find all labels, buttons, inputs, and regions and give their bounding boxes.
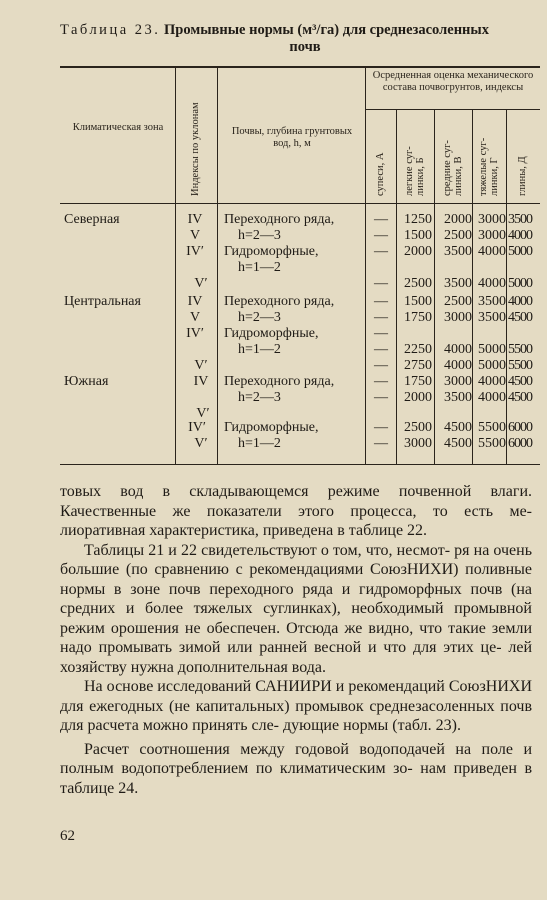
header-zone: Климатическая зона (72, 122, 164, 133)
table-row: V′ — 2500 3500 4000 5000 (194, 276, 532, 291)
body-text (60, 482, 532, 798)
table-row: h=1—2 (238, 260, 281, 275)
table-row: V′ — 2750 4000 5000 5500 (194, 358, 532, 373)
header-col-b: легкие суг- линки, Б (404, 146, 426, 196)
header-bottom-rule (60, 203, 540, 204)
table-title: Промывные нормы (м³/га) для среднезасоленных (164, 22, 489, 38)
table-row: h=1—2 — 2250 4000 5000 5500 (238, 342, 532, 357)
paragraph-1: товых вод в складывающемся режиме почвенной влаги. Качественные же показатели этого процесса, то есть ме- лиоративная характеристика, приведена в таблице 22. (60, 483, 532, 539)
paragraph-2: Таблицы 21 и 22 свидетельствуют о том, что, несмот- ря на очень большие (по сравнению с рекомендациями СоюзНИХИ) поливные нормы в зоне почв переходного ряда и гидроморфных почв (на средних и более тяжелых суглинках), необходимый промывной режим орошения не обеспечен. Отсюда же видно, что такие земли надо промывать зимой или ранней весной и что для этих це- лей хозяйству нужна дополнительная вода. (60, 541, 533, 676)
paragraph-4: Расчет соотношения между годовой водоподачей на поле и полным водопотреблением по климатическим зо- нам приведен в таблице 24. (60, 740, 533, 797)
header-slope-index: Индексы по уклонам (190, 102, 201, 196)
table-row: V′ h=1—2 — 3000 4500 5500 6000 (194, 436, 532, 451)
table-row: IV′ Гидроморфные, — 2000 3500 4000 5000 (186, 244, 532, 259)
table-row: Северная IV Переходного ряда, — 1250 2000 3000 3500 (64, 212, 532, 227)
header-col-v: средние суг- линки, В (442, 140, 464, 196)
header-texture-group: Осредненная оценка механического состава почвогрунтов, индексы (372, 70, 534, 93)
table-caption (60, 22, 540, 56)
table-top-rule (60, 66, 540, 68)
header-col-d: глины, Д (517, 156, 528, 196)
page-number: 62 (60, 828, 75, 844)
table-row: h=2—3 — 2000 3500 4000 4500 (238, 390, 532, 405)
paragraph-3: На основе исследований САНИИРИ и рекомендаций СоюзНИХИ для ежегодных (не капитальных) промывок среднезасоленных почв для расчета можно принять сле- дующие нормы (табл. 23). (60, 678, 533, 734)
table-row: V h=2—3 — 1750 3000 3500 4500 (189, 310, 532, 325)
header-soil: Почвы, глубина грунтовых вод, h, м (231, 126, 353, 149)
table-label: Таблица 23. (60, 22, 161, 38)
table-bottom-rule (60, 464, 540, 465)
table-row: Центральная IV Переходного ряда, — 1500 2500 3500 4000 (64, 294, 532, 309)
header-col-g: тяжелые суг- линки, Г (478, 137, 500, 196)
table-row: V′ (196, 406, 210, 421)
table-title-line-2: почв (289, 39, 321, 55)
table-row: IV′ Гидроморфные, — (186, 326, 388, 341)
table-caption-line-1 (60, 22, 540, 39)
data-table (60, 66, 540, 465)
table-row: IV′ Гидроморфные, — 2500 4500 5500 6000 (188, 420, 532, 435)
group-header-rule (365, 109, 540, 110)
header-col-a: супеси, А (375, 152, 386, 196)
table-row: V h=2—3 — 1500 2500 3000 4000 (189, 228, 532, 243)
table-row: Южная IV Переходного ряда, — 1750 3000 4000 4500 (64, 374, 532, 389)
